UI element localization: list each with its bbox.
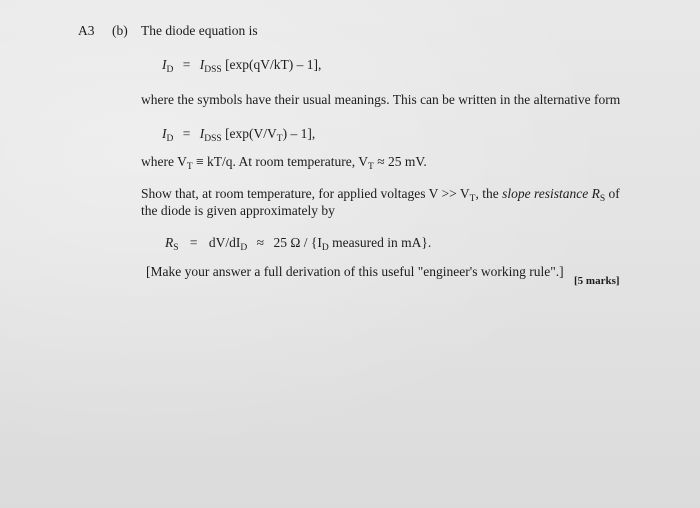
eq3-approx: ≈ [256,235,265,250]
show1-a: Show that, at room temperature, for applied voltages V >> V [141,186,470,201]
show1-b-sub: S [599,194,606,204]
symbols-line: where the symbols have their usual meanings. This can be written in the alternative form [141,92,621,107]
eq2-i-sub: DSS [204,134,222,144]
show-line-2: the diode is given approximately by [141,203,335,218]
eq1-i: I [199,57,205,72]
vt-a: where V [141,154,187,169]
eq3-mid-sub: D [240,243,248,253]
eq3-lhs-sub: S [173,243,179,253]
question-number: A3 [78,23,95,38]
show1-c: of [605,186,620,201]
eq2-rest-sub: T [276,134,283,144]
instruction-text: [Make your answer a full derivation of this useful "engineer's working rule".] [146,264,564,279]
eq1-i-sub: DSS [204,65,222,75]
diode-equation [162,57,322,75]
eq2-i: I [199,126,205,141]
marks-label: [5 marks] [574,275,620,287]
slope-resistance-equation [165,235,432,253]
eq2-equals: = [182,126,191,141]
eq2-rest: [exp(V/V [225,126,277,141]
show1-a-sub: T [469,194,476,204]
eq1-rest: [exp(qV/kT) – 1], [225,57,322,72]
vt-c: ≈ 25 mV. [373,154,427,169]
eq1-equals: = [182,57,191,72]
eq1-lhs-sub: D [166,65,174,75]
alt-diode-equation [162,126,316,144]
show1-b: , the [475,186,503,201]
question-part: (b) [112,23,128,38]
eq2-lhs: I [162,126,167,141]
thermal-voltage-line [141,154,427,172]
eq3-rest: 25 Ω / {I [273,235,322,250]
vt-b: ≡ kT/q. At room temperature, V [192,154,369,169]
vt-a-sub: T [186,162,193,172]
show-line-1 [141,186,620,204]
vt-b-sub: T [368,162,374,172]
eq3-mid: dV/dI [208,235,241,250]
eq3-rest-sub: D [321,243,329,253]
intro-text: The diode equation is [141,23,258,38]
eq3-equals: = [189,235,198,250]
eq1-lhs: I [162,57,167,72]
eq3-lhs: R [165,235,174,250]
eq2-rest-end: ) – 1], [282,126,316,141]
eq3-rest-end: measured in mA}. [328,235,432,250]
show1-italic: slope resistance R [502,186,600,201]
eq2-lhs-sub: D [166,134,174,144]
